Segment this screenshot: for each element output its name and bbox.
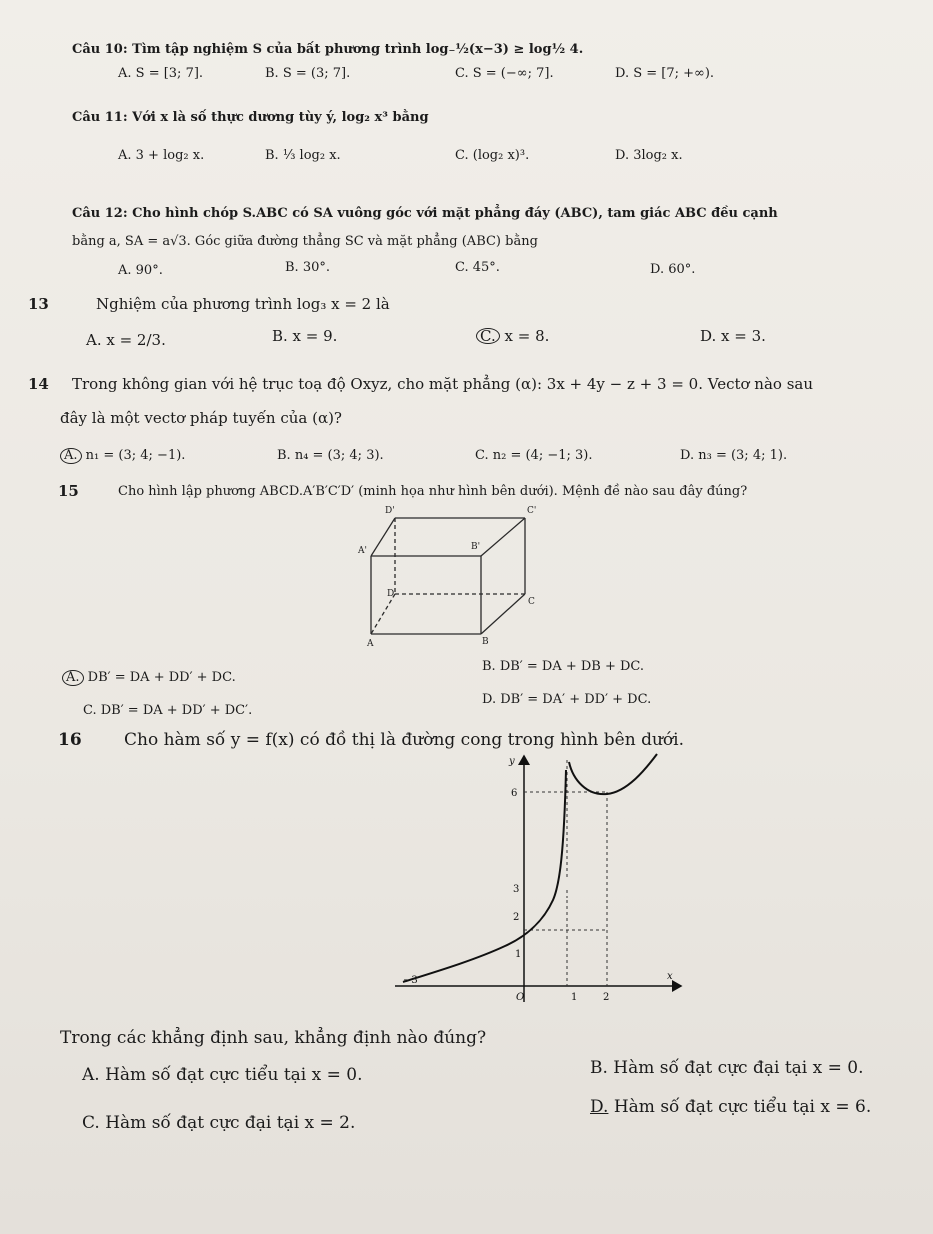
q16-number: 16	[58, 730, 82, 750]
q10-option-d[interactable]: D. S = [7; +∞).	[615, 66, 715, 81]
q15-option-a[interactable]	[62, 670, 236, 686]
q15-option-b[interactable]: B. DB′ = DA + DB + DC.	[482, 659, 645, 674]
q15-option-c[interactable]: C. DB′ = DA + DD′ + DC′.	[83, 703, 253, 718]
q16-option-d-text: Hàm số đạt cực tiểu tại x = 6.	[613, 1097, 872, 1117]
q10-option-a[interactable]: A. S = [3; 7].	[118, 66, 204, 81]
q11-option-b[interactable]: B. ⅓ log₂ x.	[265, 148, 341, 163]
cube-figure	[355, 500, 545, 650]
q16-option-d[interactable]	[590, 1097, 871, 1117]
q11-stem: Câu 11: Với x là số thực dương tùy ý, log₂ x³ bằng	[72, 110, 429, 125]
cube-label-cp: C'	[527, 506, 537, 516]
x-tick-1: 1	[571, 992, 578, 1003]
graph-left-branch	[403, 770, 566, 982]
q14-number: 14	[28, 375, 49, 393]
origin-label: O	[516, 992, 525, 1003]
cube-label-bp: B'	[471, 542, 481, 552]
x-tick-2: 2	[603, 992, 610, 1003]
q12-option-c[interactable]: C. 45°.	[455, 260, 500, 275]
cube-label-dp: D'	[385, 506, 395, 516]
q14-option-c[interactable]: C. n₂ = (4; −1; 3).	[475, 448, 593, 463]
q14-option-b[interactable]: B. n₄ = (3; 4; 3).	[277, 448, 384, 463]
q14-stem-line2: đây là một vectơ pháp tuyến của (α)?	[60, 409, 342, 427]
q16-option-a[interactable]: A. Hàm số đạt cực tiểu tại x = 0.	[82, 1065, 363, 1085]
q11-option-d[interactable]: D. 3log₂ x.	[615, 148, 683, 163]
q15-option-a-text: DB′ = DA + DD′ + DC.	[87, 670, 236, 685]
graph-right-branch	[569, 754, 657, 794]
q11-option-c[interactable]: C. (log₂ x)³.	[455, 148, 530, 163]
q11-option-a[interactable]: A. 3 + log₂ x.	[118, 148, 205, 163]
y-tick-1: 1	[515, 949, 522, 960]
x-tick-neg3: −3	[403, 975, 418, 986]
q10-option-c[interactable]: C. S = (−∞; 7].	[455, 66, 554, 81]
q10-stem: Câu 10: Tìm tập nghiệm S của bất phương trình log₋½(x−3) ≥ log½ 4.	[72, 42, 584, 57]
answer-circle: C.	[476, 328, 500, 344]
q12-stem-line2: bằng a, SA = a√3. Góc giữa đường thẳng SC và mặt phẳng (ABC) bằng	[72, 234, 538, 249]
q13-option-c[interactable]	[476, 327, 549, 345]
cube-label-c: C	[528, 597, 535, 607]
q14-option-d[interactable]: D. n₃ = (3; 4; 1).	[680, 448, 788, 463]
cube-label-b: B	[482, 637, 489, 647]
cube-label-ap: A'	[358, 546, 367, 556]
y-tick-6: 6	[511, 788, 518, 799]
answer-circle: A.	[60, 448, 82, 464]
q12-option-a[interactable]: A. 90°.	[118, 263, 163, 278]
q12-option-b[interactable]: B. 30°.	[285, 260, 330, 275]
x-axis-label: x	[667, 971, 673, 982]
cube-label-a: A	[367, 639, 374, 649]
q15-number: 15	[58, 482, 79, 500]
y-tick-3: 3	[513, 884, 520, 895]
q16-question: Trong các khẳng định sau, khẳng định nào đúng?	[60, 1028, 487, 1048]
q12-option-d[interactable]: D. 60°.	[650, 262, 696, 277]
q16-option-c[interactable]: C. Hàm số đạt cực đại tại x = 2.	[82, 1113, 356, 1133]
q14-stem-line1: Trong không gian với hệ trục toạ độ Oxyz, cho mặt phẳng (α): 3x + 4y − z + 3 = 0. Vectơ nào sau	[72, 375, 814, 393]
q16-option-d-letter: D.	[590, 1097, 609, 1117]
q10-option-b[interactable]: B. S = (3; 7].	[265, 66, 351, 81]
q12-stem-line1: Câu 12: Cho hình chóp S.ABC có SA vuông góc với mặt phẳng đáy (ABC), tam giác ABC đều cạnh	[72, 206, 778, 221]
q13-option-d[interactable]: D. x = 3.	[700, 327, 766, 345]
y-tick-2: 2	[513, 912, 520, 923]
q13-option-c-text: x = 8.	[504, 327, 550, 345]
q13-option-a[interactable]: A. x = 2/3.	[86, 331, 166, 349]
q13-number: 13	[28, 295, 49, 313]
q16-function-graph	[395, 750, 690, 1010]
q16-stem: Cho hàm số y = f(x) có đồ thị là đường cong trong hình bên dưới.	[124, 730, 684, 750]
q14-option-a-text: n₁ = (3; 4; −1).	[85, 448, 186, 463]
answer-circle: A.	[62, 670, 84, 686]
q15-stem: Cho hình lập phương ABCD.A′B′C′D′ (minh họa như hình bên dưới). Mệnh đề nào sau đây đúng?	[118, 484, 748, 499]
q14-option-a[interactable]	[60, 448, 185, 464]
q13-option-b[interactable]: B. x = 9.	[272, 327, 338, 345]
y-axis-label: y	[509, 756, 515, 767]
q15-option-d[interactable]: D. DB′ = DA′ + DD′ + DC.	[482, 692, 652, 707]
q13-stem: Nghiệm của phương trình log₃ x = 2 là	[96, 295, 390, 313]
cube-label-d: D	[387, 589, 395, 599]
q16-option-b[interactable]: B. Hàm số đạt cực đại tại x = 0.	[590, 1058, 864, 1078]
